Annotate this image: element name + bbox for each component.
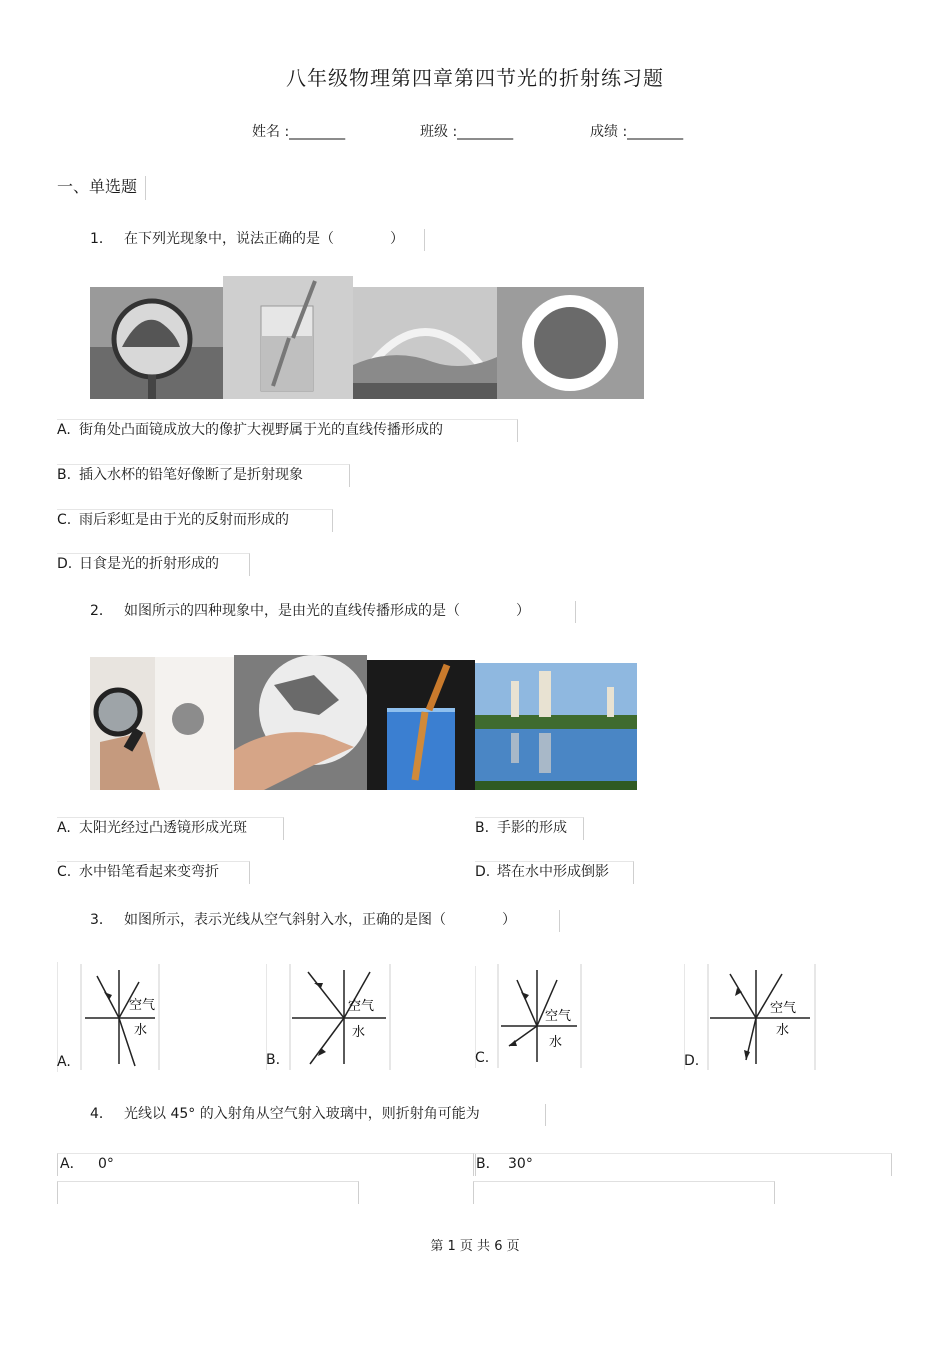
- water-label: 水: [134, 1023, 148, 1038]
- pagoda-reflection-image: [475, 663, 637, 790]
- option-text: 0°: [98, 1156, 114, 1172]
- option-text: 雨后彩虹是由于光的反射而形成的: [79, 512, 289, 528]
- option-label: D.: [57, 556, 73, 572]
- q1-option-b[interactable]: [57, 464, 350, 487]
- option-label: A.: [57, 422, 71, 438]
- q3-option-b[interactable]: B.: [266, 1052, 281, 1068]
- option-label: B.: [475, 820, 490, 836]
- hand-shadow-image: [234, 655, 367, 790]
- solar-eclipse-image: [497, 287, 644, 399]
- option-text: 街角处凸面镜成放大的像扩大视野属于光的直线传播形成的: [79, 422, 443, 438]
- water-label: 水: [352, 1025, 366, 1040]
- option-text: 30°: [508, 1156, 533, 1172]
- refraction-diagram-a[interactable]: [57, 962, 160, 1072]
- air-label: 空气: [348, 999, 375, 1014]
- question-text: 如图所示，表示光线从空气斜射入水，正确的是图（ ）: [124, 912, 516, 928]
- option-label: A．: [60, 1156, 84, 1172]
- question-2: [90, 601, 576, 623]
- class-field: 班级 :________: [420, 124, 514, 140]
- question-number: 4．: [90, 1106, 113, 1122]
- q4-option-b[interactable]: [473, 1153, 892, 1176]
- score-field: 成绩 :________: [590, 124, 684, 140]
- option-label: B．: [476, 1156, 500, 1172]
- option-text: 太阳光经过凸透镜形成光斑: [79, 820, 247, 836]
- air-label: 空气: [545, 1009, 572, 1024]
- water-label: 水: [549, 1035, 563, 1050]
- name-field: 姓名 :________: [252, 124, 346, 140]
- option-label: C.: [57, 864, 72, 880]
- pencil-in-glass-image: [223, 276, 353, 399]
- option-text: 水中铅笔看起来变弯折: [79, 864, 219, 880]
- section-title: 一、单选题: [57, 176, 146, 200]
- question-number: 1．: [90, 231, 113, 247]
- question-1: [90, 229, 425, 251]
- q3-option-d[interactable]: D.: [684, 1053, 700, 1069]
- option-label: C.: [57, 512, 72, 528]
- q1-option-a[interactable]: [57, 419, 518, 442]
- refraction-diagram-d[interactable]: [684, 964, 816, 1070]
- option-label: D.: [475, 864, 491, 880]
- answer-box: [473, 1181, 775, 1204]
- refraction-diagram-b[interactable]: [266, 964, 391, 1070]
- question-4: [90, 1104, 546, 1126]
- question-3: [90, 910, 560, 932]
- q3-option-c[interactable]: C.: [475, 1050, 490, 1066]
- q2-option-a[interactable]: [57, 817, 284, 840]
- rainbow-image: [353, 287, 497, 399]
- q2-option-c[interactable]: [57, 861, 250, 884]
- q1-option-d[interactable]: [57, 553, 250, 576]
- answer-box: [57, 1181, 359, 1204]
- q1-option-c[interactable]: [57, 509, 333, 532]
- water-label: 水: [776, 1023, 790, 1038]
- page-footer: 第 1 页 共 6 页: [430, 1239, 520, 1254]
- option-text: 插入水杯的铅笔好像断了是折射现象: [79, 467, 303, 483]
- q3-option-a[interactable]: A.: [57, 1054, 71, 1070]
- pencil-in-water-image: [367, 660, 475, 790]
- q2-option-d[interactable]: [475, 861, 634, 884]
- option-label: B.: [57, 467, 72, 483]
- option-text: 日食是光的折射形成的: [79, 556, 219, 572]
- q4-option-a[interactable]: [57, 1153, 476, 1176]
- question-text: 光线以 45° 的入射角从空气射入玻璃中，则折射角可能为: [124, 1106, 480, 1122]
- option-text: 手影的形成: [497, 820, 567, 836]
- convex-mirror-image: [90, 287, 223, 399]
- question-number: 3．: [90, 912, 113, 928]
- q2-option-b[interactable]: [475, 817, 584, 840]
- question-text: 如图所示的四种现象中，是由光的直线传播形成的是（ ）: [124, 603, 530, 619]
- question-number: 2．: [90, 603, 113, 619]
- magnifier-light-spot-image: [90, 657, 235, 790]
- refraction-diagram-c[interactable]: [475, 964, 582, 1068]
- air-label: 空气: [129, 998, 156, 1013]
- air-label: 空气: [770, 1001, 797, 1016]
- question-text: 在下列光现象中，说法正确的是（ ）: [124, 231, 404, 247]
- page-title: 八年级物理第四章第四节光的折射练习题: [286, 66, 664, 90]
- option-label: A.: [57, 820, 71, 836]
- option-text: 塔在水中形成倒影: [497, 864, 609, 880]
